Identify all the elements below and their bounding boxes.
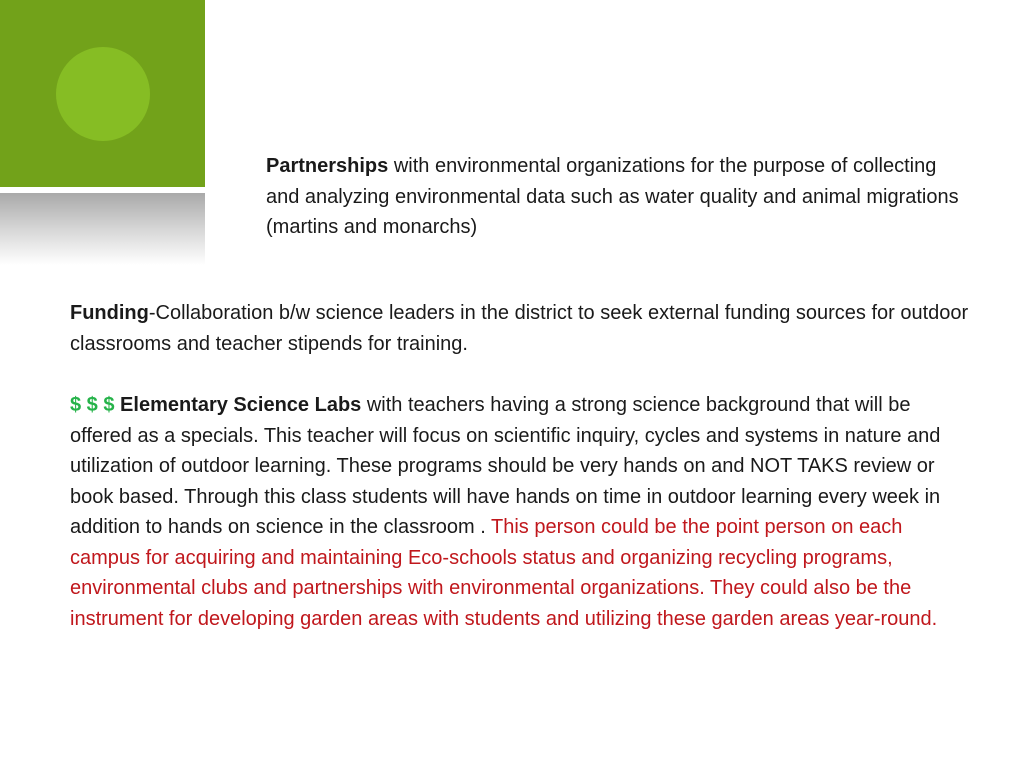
science-labs-heading: Elementary Science Labs — [120, 394, 362, 416]
funding-heading: Funding — [70, 302, 149, 324]
funding-paragraph — [70, 298, 970, 359]
partnerships-paragraph — [266, 151, 966, 243]
science-labs-paragraph — [70, 390, 970, 634]
money-symbols: $ $ $ — [70, 394, 115, 416]
decorative-circle — [56, 47, 150, 141]
partnerships-body: with environmental organizations for the purpose of collecting and analyzing environmental data such as water quality and animal migrations (martins and monarchs) — [266, 155, 959, 238]
funding-body: -Collaboration b/w science leaders in the district to seek external funding sources for outdoor classrooms and teacher stipends for training. — [70, 302, 969, 355]
science-labs-body: with teachers having a strong science background that will be offered as a specials. This teacher will focus on scientific inquiry, cycles and systems in nature and utilization of outdoor learning. These programs should be very hands on and NOT TAKS review or book based. Through this class students will have hands on time in outdoor learning every week in addition to hands on science in the classroom . — [70, 394, 941, 538]
science-labs-highlight: This person could be the point person on each campus for acquiring and maintaining Eco-schools status and organizing recycling programs, environmental clubs and partnerships with environmental organizations. They could also be the instrument for developing garden areas with students and utilizing these garden areas year-round. — [70, 516, 938, 630]
partnerships-heading: Partnerships — [266, 155, 389, 177]
decorative-gray-gradient — [0, 193, 205, 265]
